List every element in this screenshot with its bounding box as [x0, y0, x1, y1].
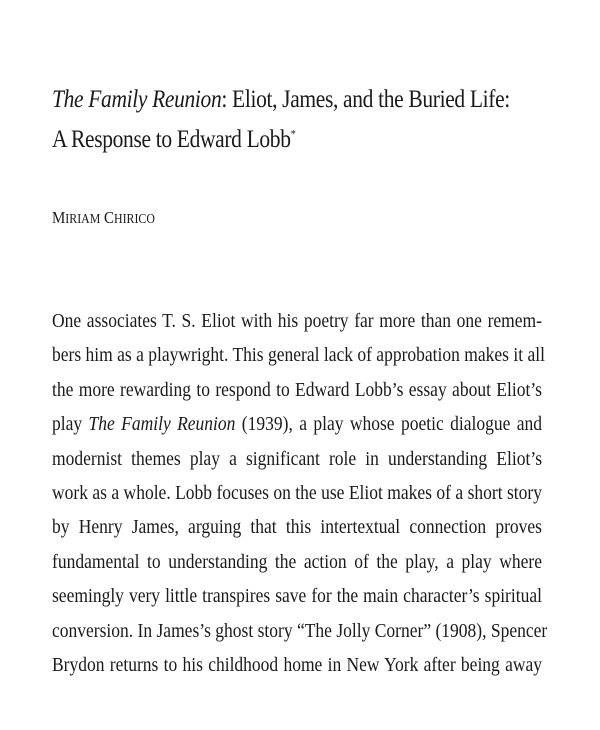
body-line-text: seemingly very little transpires save for the main character’s spiritual: [52, 585, 542, 608]
author-first-rest: IRIAM: [65, 211, 101, 226]
title-line-2: [52, 120, 499, 160]
body-line-text: One associates T. S. Eliot with his poetry far more than one remem-: [52, 310, 542, 332]
author-last-rest: HIRICO: [114, 211, 155, 226]
author-first-initial: M: [52, 208, 66, 227]
body-line-text: fundamental to understanding the action of the play, a play where: [52, 550, 542, 573]
body-line: [52, 648, 542, 682]
body-line-text: bers him as a playwright. This general lack of approbation makes it all: [52, 344, 545, 367]
body-line: [52, 338, 545, 372]
title-line-1-rest: : Eliot, James, and the Buried Life:: [221, 86, 510, 113]
body-line: [52, 373, 542, 407]
body-line: [52, 442, 542, 476]
body-line: [52, 510, 542, 544]
body-line: [52, 407, 542, 441]
body-line-text: Brydon returns to his childhood home in New York after being away: [52, 653, 542, 676]
body-line: [52, 476, 542, 510]
play-title-italic: The Family Reunion: [52, 86, 222, 113]
body-line-text: modernist themes play a significant role in understanding Eliot’s: [52, 447, 542, 470]
body-line-text: play: [52, 413, 89, 436]
author-last-initial: C: [104, 208, 115, 227]
body-line: [52, 304, 542, 338]
body-line: [52, 545, 542, 579]
title-line-2-text: A Response to Edward Lobb: [52, 126, 291, 153]
body-paragraph: [52, 304, 548, 682]
body-line-text: conversion. In James’s ghost story “The Jolly Corner” (1908), Spencer: [52, 619, 548, 642]
body-line-text: work as a whole. Lobb focuses on the use Eliot makes of a short story: [52, 481, 542, 504]
body-line: [52, 579, 542, 613]
play-title-italic: The Family Reunion: [88, 413, 236, 436]
body-line-text: by Henry James, arguing that this intertextual connection proves: [52, 516, 542, 539]
title-line-1: [52, 80, 510, 120]
body-line: [52, 614, 548, 648]
body-line-text: (1939), a play whose poetic dialogue and: [235, 413, 542, 436]
article-title: [52, 80, 510, 160]
footnote-mark: *: [290, 126, 296, 141]
body-line-text: the more rewarding to respond to Edward Lobb’s essay about Eliot’s: [52, 378, 542, 401]
author-name: [52, 208, 155, 228]
